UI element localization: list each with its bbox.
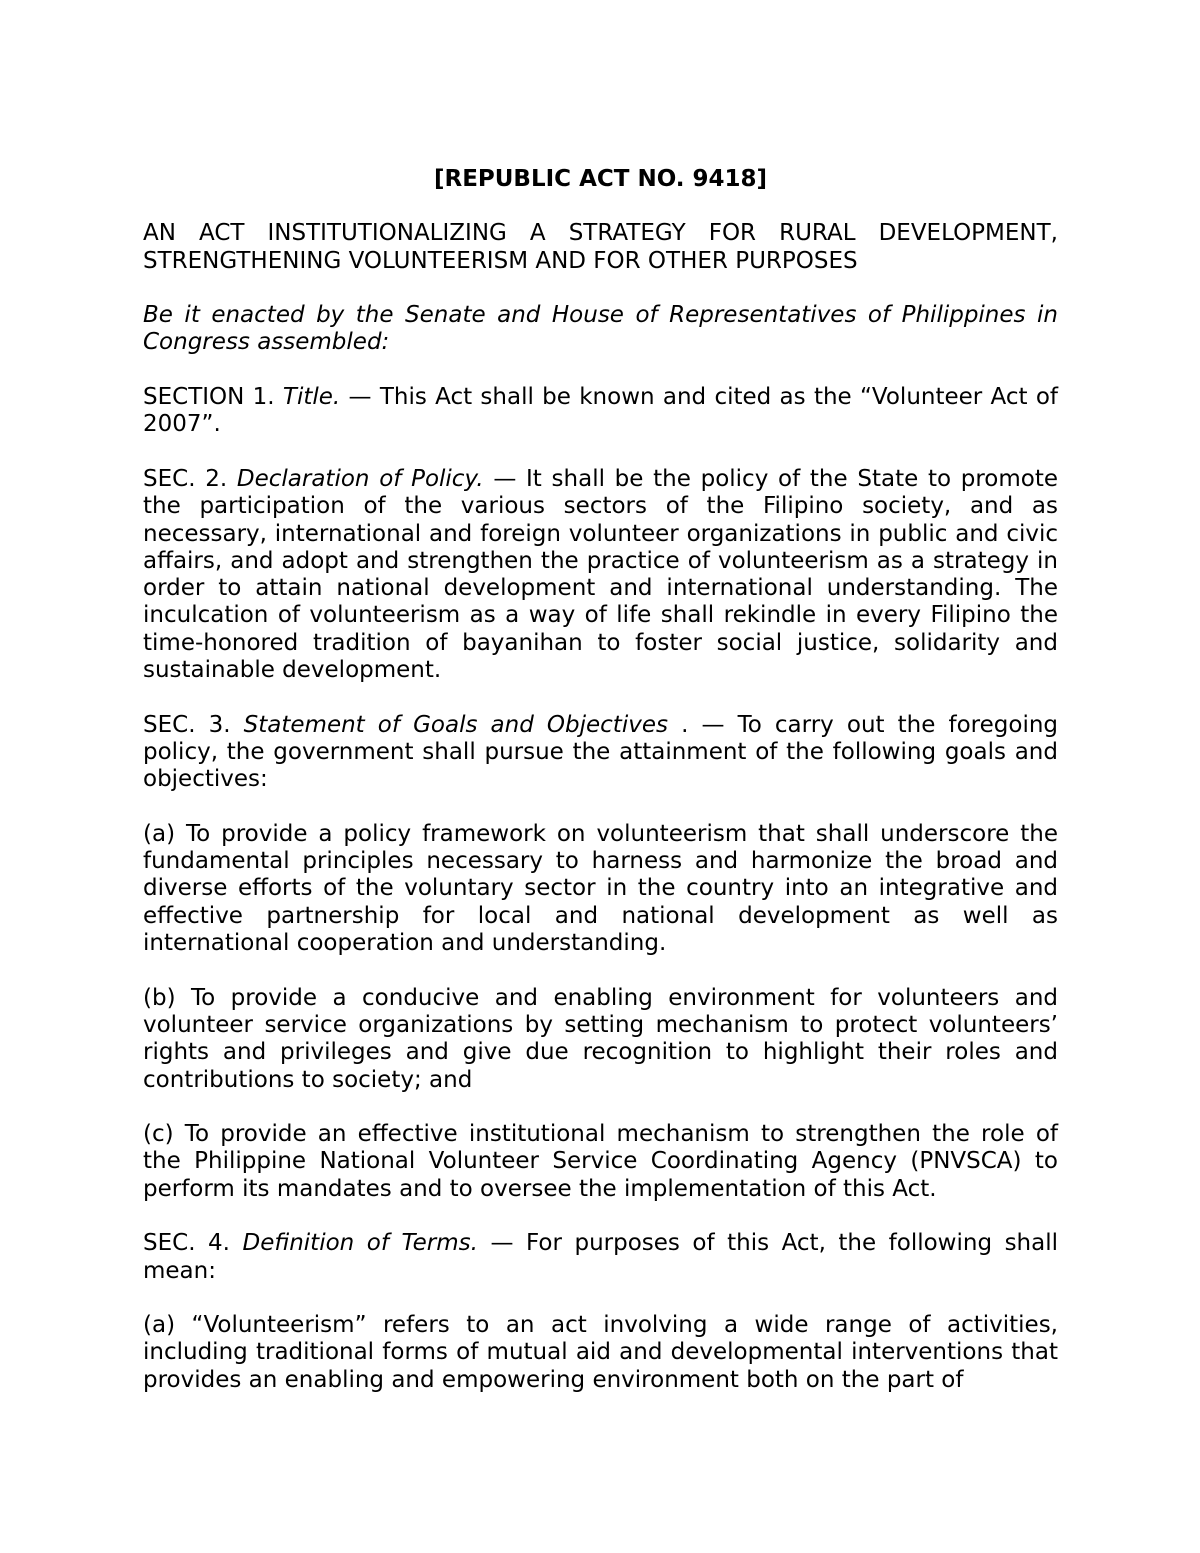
section-4: [143, 1230, 1058, 1285]
section-text: — It shall be the policy of the State to promote the participation of the various sectors of the Filipino society, and as necessary, international and foreign volunteer organizations in public and civic affairs, and adopt and strengthen the practice of volunteerism as a strategy in order to attain national development and international understanding. The inculcation of volunteerism as a way of life shall rekindle in every Filipino the time-honored tradition of bayanihan to foster social justice, solidarity and sustainable development.: [143, 465, 1059, 684]
section-heading: Declaration of Policy.: [236, 465, 484, 492]
section-1: [143, 384, 1058, 439]
sec3-item-b: (b) To provide a conducive and enabling environment for volunteers and volunteer service organizations by setting mechanism to protect volunteers’ rights and privileges and give due recognition to highlight their roles and contributions to society; and: [143, 984, 1058, 1093]
document-page: [143, 166, 1058, 1421]
sec3-item-c: (c) To provide an effective institutional mechanism to strengthen the role of the Philippine National Volunteer Service Coordinating Agency (PNVSCA) to perform its mandates and to oversee the implementation of this Act.: [143, 1121, 1058, 1202]
section-text: — This Act shall be known and cited as the “Volunteer Act of 2007”.: [143, 384, 1059, 438]
section-text: . — To carry out the foregoing policy, the government shall pursue the attainment of the following goals and objectives:: [143, 711, 1059, 793]
section-label: SECTION 1.: [143, 384, 275, 411]
section-label: SEC. 2.: [143, 465, 228, 492]
section-3: [143, 712, 1058, 794]
section-label: SEC. 3.: [143, 711, 231, 738]
section-heading: Definition of Terms.: [242, 1230, 478, 1257]
section-2: [143, 466, 1058, 684]
enacting-clause: Be it enacted by the Senate and House of Representatives of Philippines in Congress assembled:: [143, 302, 1058, 356]
section-heading: Title.: [282, 384, 341, 411]
section-label: SEC. 4.: [143, 1230, 230, 1257]
sec3-item-a: (a) To provide a policy framework on volunteerism that shall underscore the fundamental principles necessary to harness and harmonize the broad and diverse efforts of the voluntary sector in the country into an integrative and effective partnership for local and national development as well as international cooperation and understanding.: [143, 820, 1058, 957]
section-text: — For purposes of this Act, the following shall mean:: [143, 1230, 1059, 1284]
sec4-item-a: (a) “Volunteerism” refers to an act involving a wide range of activities, including traditional forms of mutual aid and developmental interventions that provides an enabling and empowering environment both on the part of: [143, 1312, 1058, 1393]
act-subtitle: AN ACT INSTITUTIONALIZING A STRATEGY FOR RURAL DEVELOPMENT, STRENGTHENING VOLUNTEERISM AND FOR OTHER PURPOSES: [143, 220, 1058, 274]
act-title: [REPUBLIC ACT NO. 9418]: [433, 166, 768, 192]
section-heading: Statement of Goals and Objectives: [243, 711, 668, 738]
